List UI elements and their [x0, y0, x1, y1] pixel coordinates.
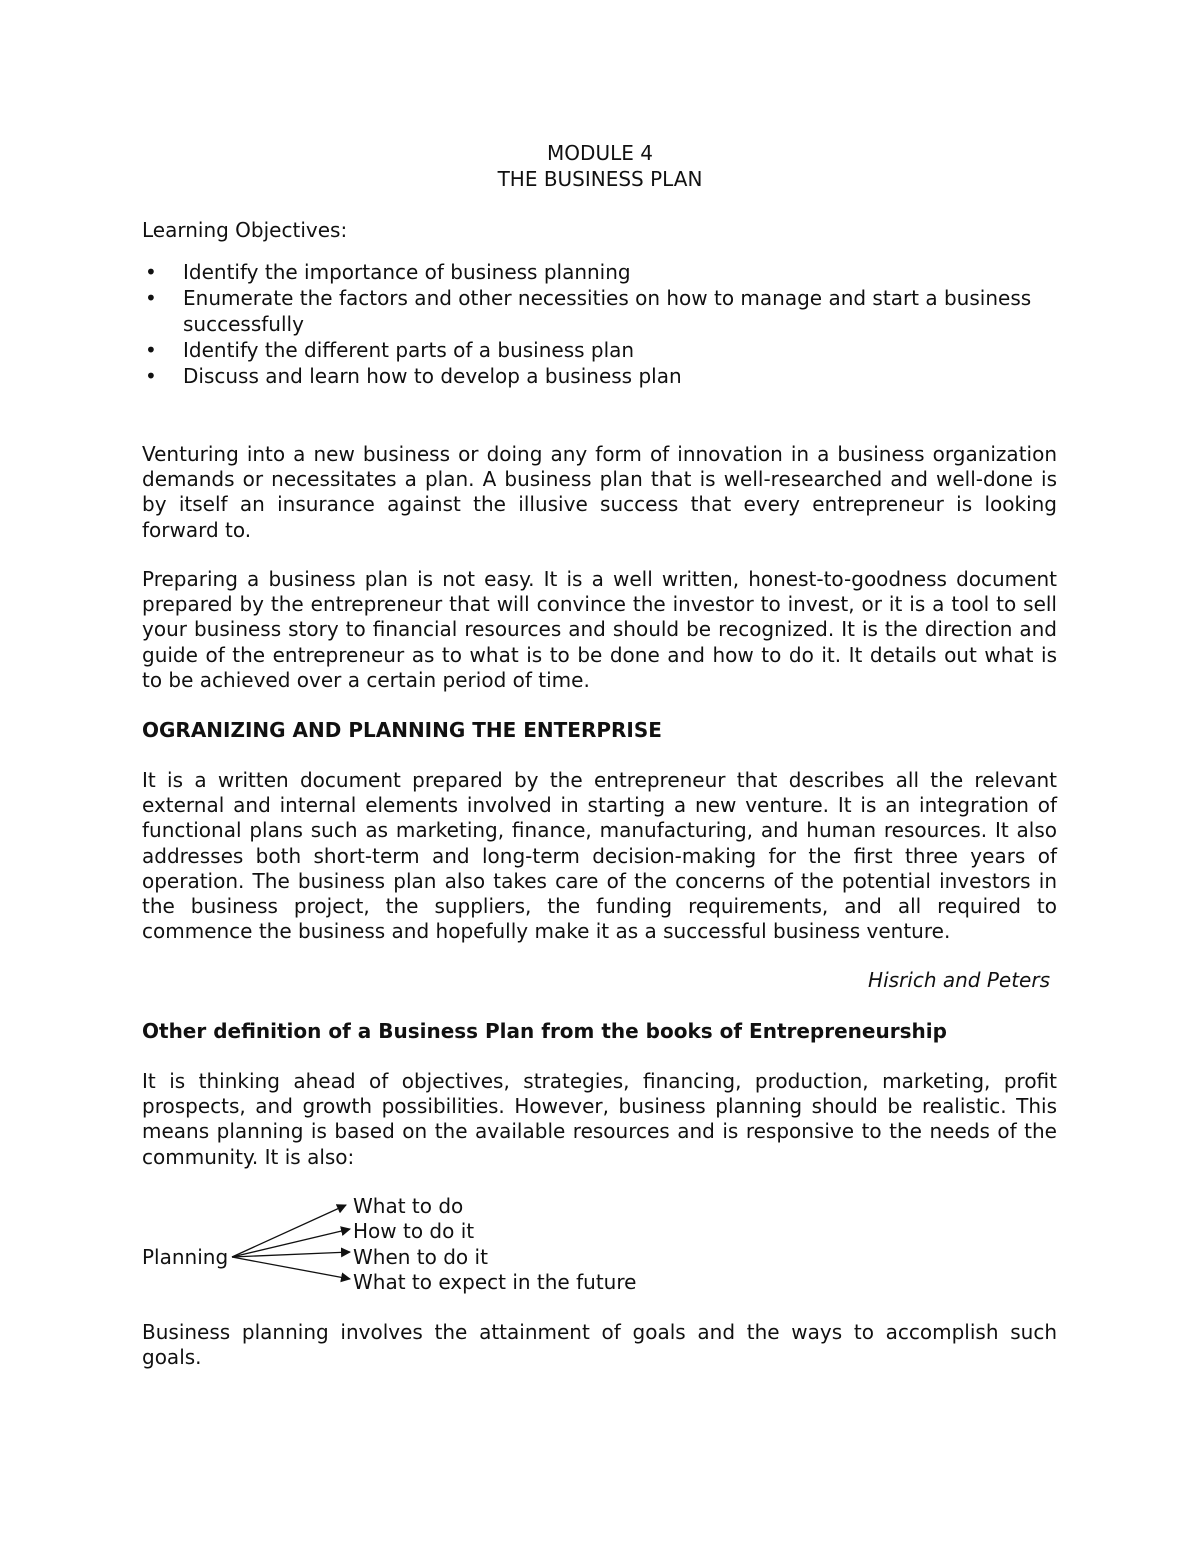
intro-paragraph-2: Preparing a business plan is not easy. It is a well written, honest-to-goodness document prepared by the entrepreneur that will convince the investor to invest, or it is a tool to sell your business story to financial resources and should be recognized. It is the direction and guide of the entrepreneur as to what is to be done and how to do it. It details out what is to be achieved over a certain period of time.: [142, 567, 1057, 692]
module-number: MODULE 4: [547, 141, 653, 165]
objectives-label: Learning Objectives:: [142, 218, 348, 242]
attribution: Hisrich and Peters: [868, 968, 1050, 992]
diagram-target: What to expect in the future: [353, 1270, 637, 1294]
list-item: • Discuss and learn how to develop a business plan: [142, 363, 1057, 389]
list-item: • Enumerate the factors and other necessities on how to manage and start a business successfully: [142, 285, 1057, 337]
section-definition-body: It is thinking ahead of objectives, strategies, financing, production, marketing, profit prospects, and growth possibilities. However, business planning should be realistic. This means planning is based on the available resources and is responsive to the needs of the community. It is also:: [142, 1069, 1057, 1169]
section-heading-organizing: OGRANIZING AND PLANNING THE ENTERPRISE: [142, 718, 662, 742]
arrow-what-to-do: [232, 1205, 346, 1257]
diagram-target: When to do it: [353, 1245, 488, 1269]
module-title: THE BUSINESS PLAN: [497, 167, 703, 191]
diagram-source-planning: Planning: [142, 1245, 229, 1269]
diagram-target: How to do it: [353, 1219, 475, 1243]
list-item: • Identify the different parts of a business plan: [142, 337, 1057, 363]
intro-paragraph-1: Venturing into a new business or doing any form of innovation in a business organization demands or necessitates a plan. A business plan that is well-researched and well-done is by itself an insurance against the illusive success that every entrepreneur is looking forward to.: [142, 442, 1057, 542]
section-heading-definition: Other definition of a Business Plan from the books of Entrepreneurship: [142, 1019, 947, 1043]
section-organizing-body: It is a written document prepared by the entrepreneur that describes all the relevant external and internal elements involved in starting a new venture. It is an integration of functional plans such as marketing, finance, manufacturing, and human resources. It also addresses both short-term and long-term decision-making for the first three years of operation. The business plan also takes care of the concerns of the potential investors in the business project, the suppliers, the funding requirements, and all required to commence the business and hopefully make it as a successful business venture.: [142, 768, 1057, 944]
closing-paragraph: Business planning involves the attainment of goals and the ways to accomplish such goals.: [142, 1320, 1057, 1370]
diagram-target: What to do: [353, 1194, 464, 1218]
arrow-what-to-expect: [232, 1257, 350, 1279]
list-item: • Identify the importance of business planning: [142, 259, 1057, 285]
